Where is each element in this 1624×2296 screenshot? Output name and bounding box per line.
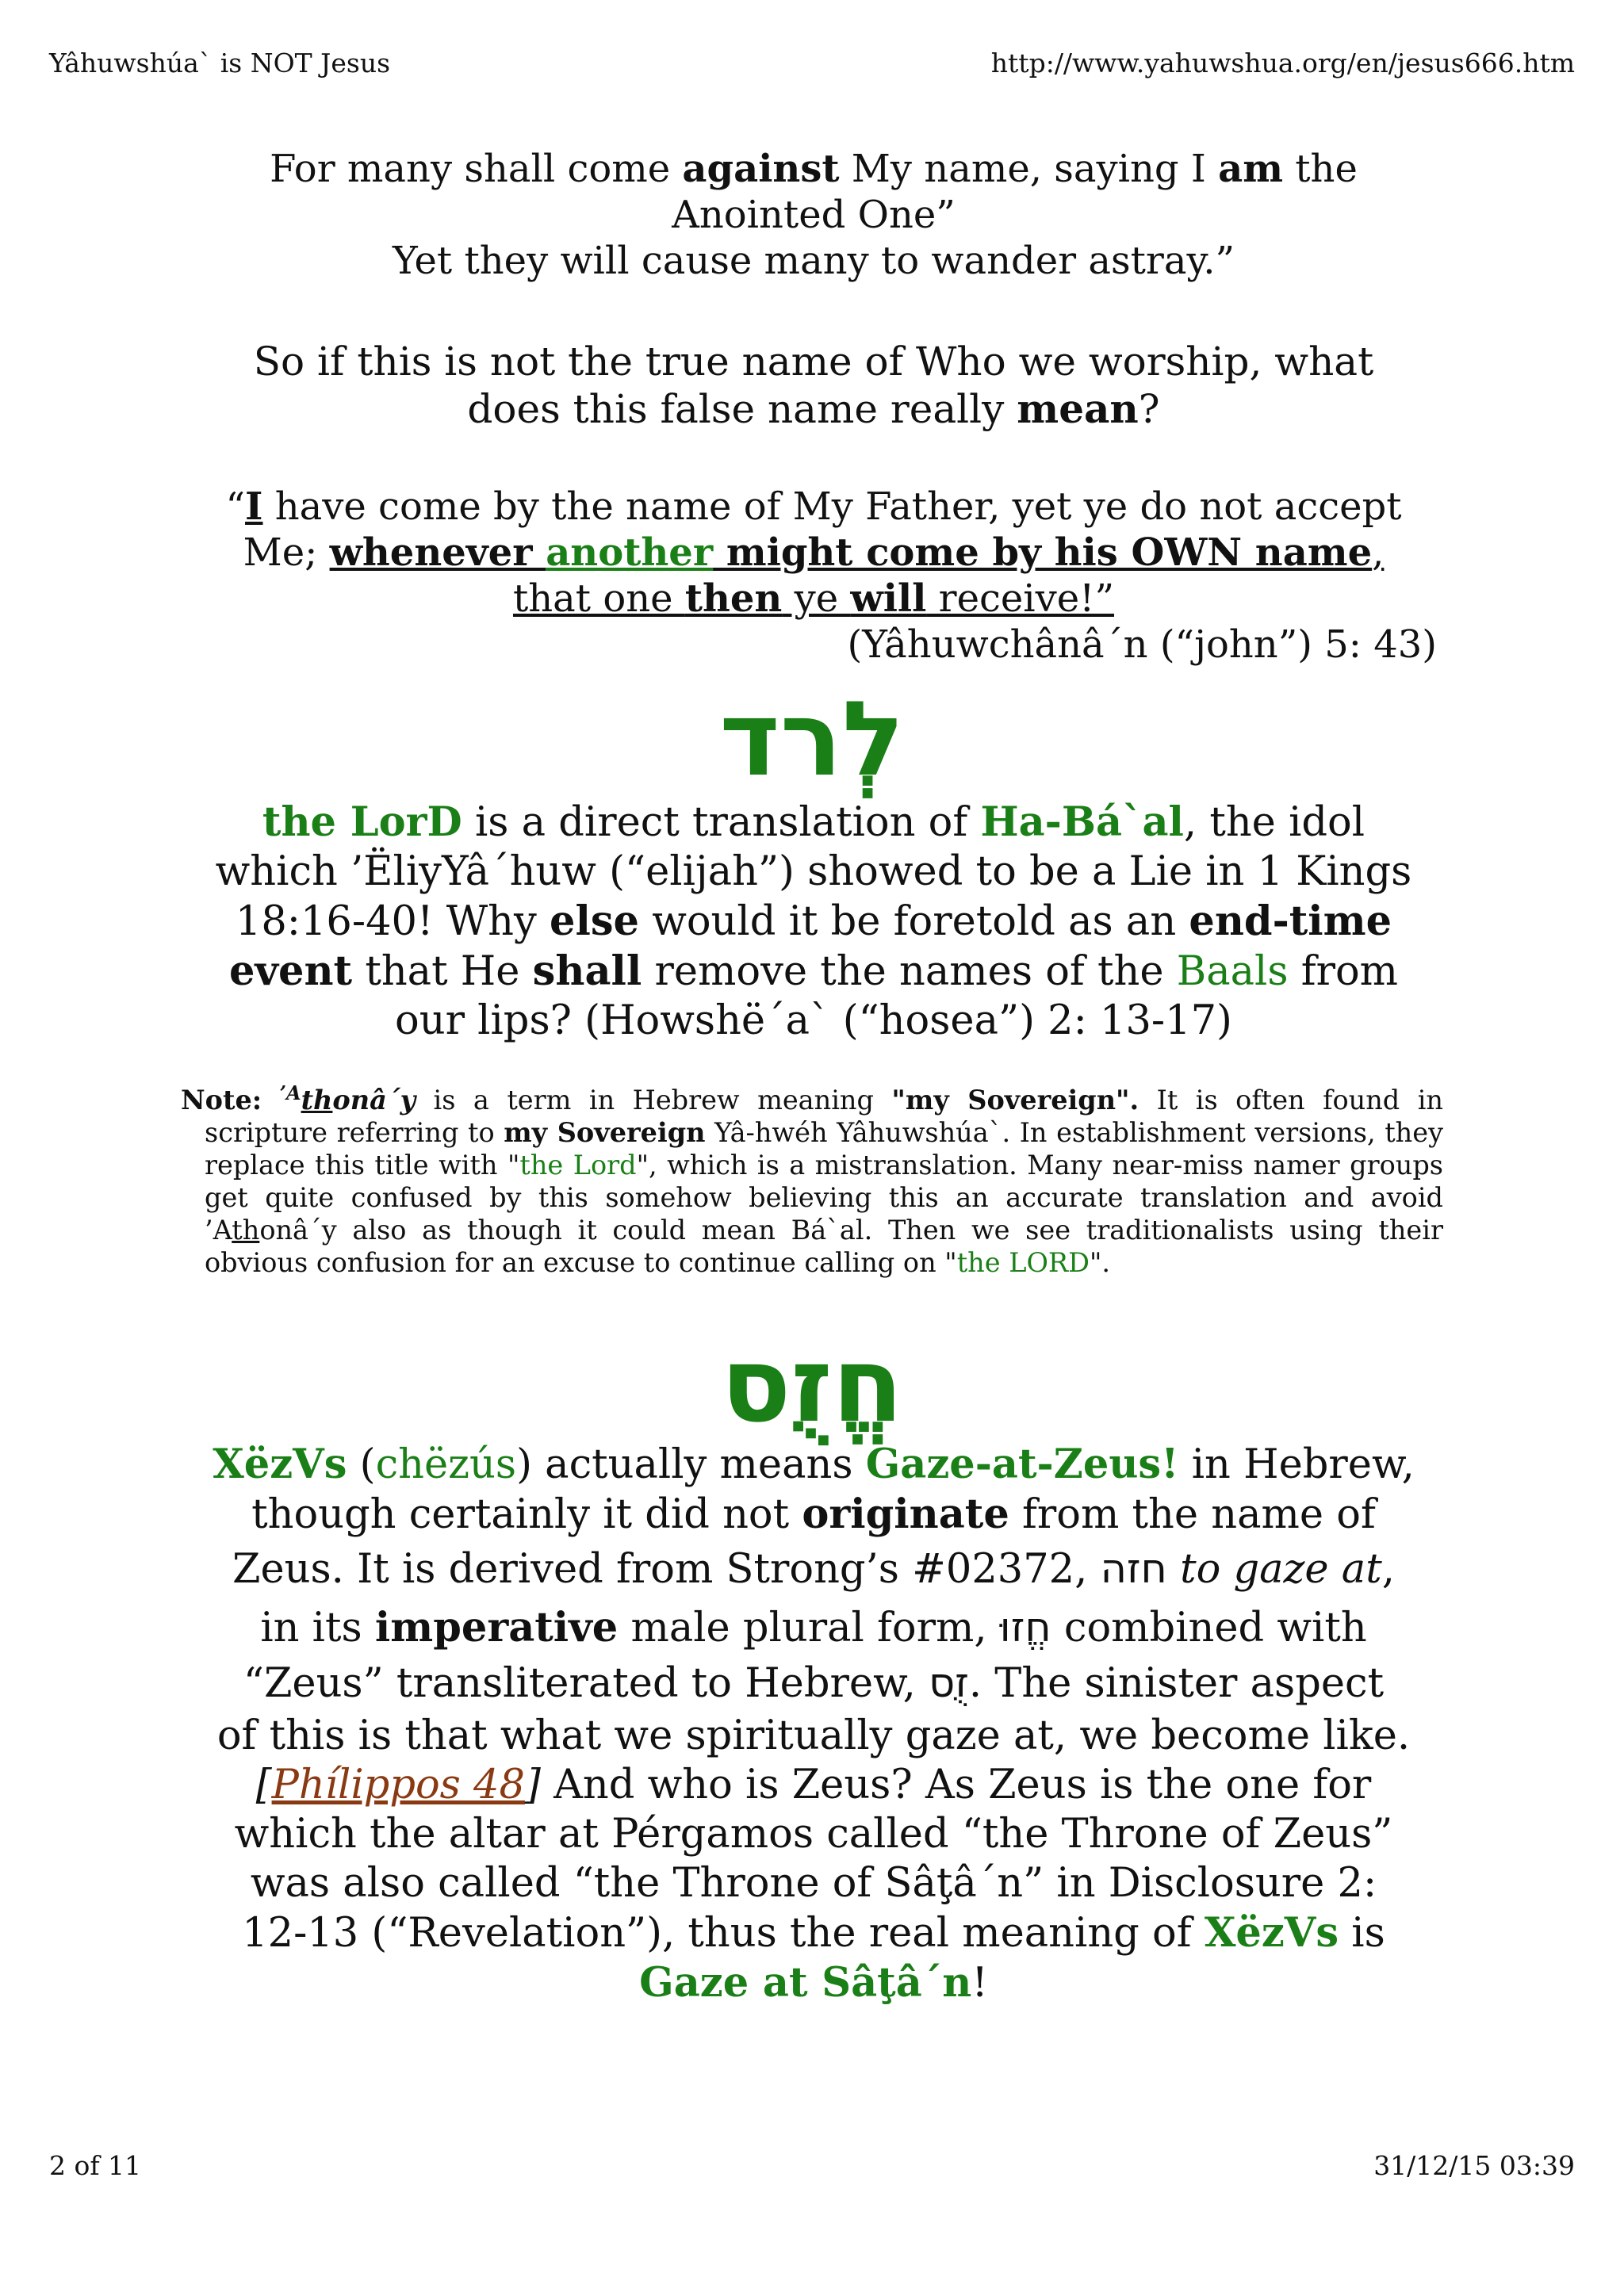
xezvs-paragraph: XëzVs (chëzús) actually means Gaze-at-Zeus! in Hebrew, though certainly it did not originate from the name of Zeus. It is derived from Strong’s #02372, חזה to gaze at, in its imperative male plural form, חֱזוּ combined with “Zeus” transliterated to Hebrew, זֻס. The sinister aspect of this is that what we spiritually gaze at, we become like. [Phílippos 48] And who is Zeus? As Zeus is the one for which the altar at Pérgamos called “the Throne of Zeus” was also called “the Throne of Sâţâ´n” in Disclosure 2: 12-13 (“Revelation”), thus the real meaning of XëzVs is Gaze at Sâţâ´n! (213, 1441, 1415, 2007)
note-paragraph: Note: $^{’A}$thonâ´y is a term in Hebrew meaning "my Sovereign". It is often found in scripture referring to my Sovereign Yâ-hwéh Yâhuwshúa`. In establishment versions, they replace this title with "the Lord", which is a mistranslation. Many near-miss namer groups get quite confused by this somehow believing this an accurate translation and avoid ’Athonâ´y also as though it could mean Bá`al. Then we see traditionalists using their obvious confusion for an excuse to continue calling on "the LORD". (181, 1081, 1444, 1279)
header-title: Yâhuwshúa` is NOT Jesus (49, 48, 391, 78)
hebrew-lord-heading: לְרד (719, 679, 905, 799)
note-label: Note: (181, 1085, 262, 1116)
question-paragraph: So if this is not the true name of Who we worship, what does this false name really mean? (253, 339, 1374, 432)
lord-paragraph: the LorD is a direct translation of Ha-Bá`al, the idol which ’ËliyYâ´huw (“elijah”) showed to be a Lie in 1 Kings 18:16-40! Why else would it be foretold as an end-time event that He shall remove the names of the Baals from our lips? (Howshë´a` (“hosea”) 2: 13-17) (215, 798, 1412, 1044)
quote-fathers-name: “I have come by the name of My Father, yet ye do not accept Me; whenever another might come by his OWN name, that one then ye will receive!” (Yâhuwchânâ´n (“john”) 5: 43) (174, 484, 1453, 668)
header-url[interactable]: http://www.yahuwshua.org/en/jesus666.htm (990, 48, 1575, 78)
page-number: 2 of 11 (49, 2150, 142, 2181)
scripture-reference: (Yâhuwchânâ´n (“john”) 5: 43) (847, 622, 1437, 667)
hebrew-chezus-heading: חֱזֻס (721, 1325, 903, 1445)
philippos-link[interactable]: Phílippos 48 (271, 1762, 525, 1808)
quote-against-name: For many shall come against My name, saying I am the Anointed One” Yet they will cause many to wander astray.” (270, 147, 1358, 283)
print-datetime: 31/12/15 03:39 (1373, 2150, 1575, 2181)
